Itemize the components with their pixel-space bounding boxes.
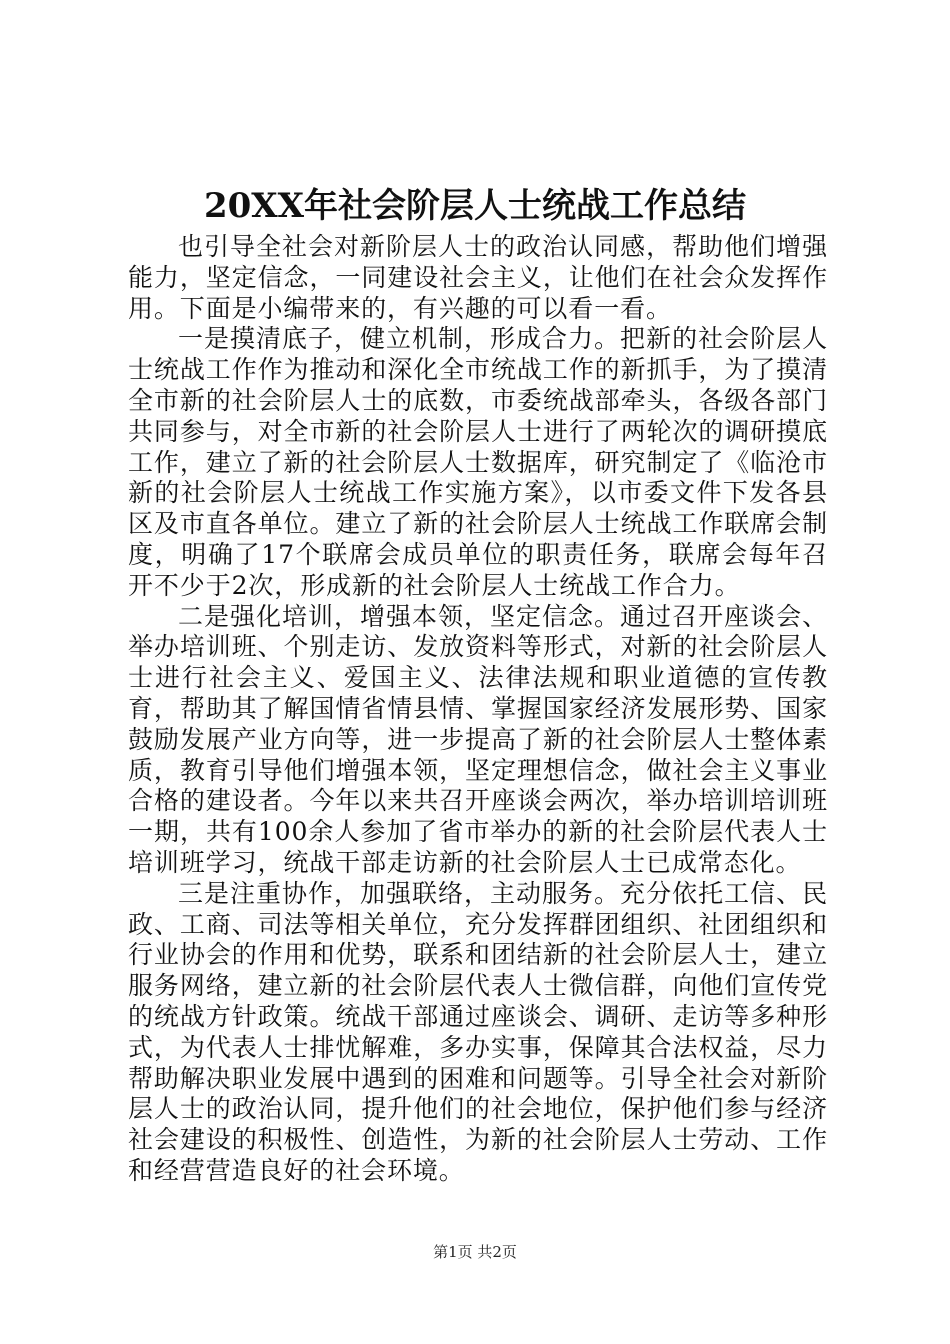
paragraph-intro: 也引导全社会对新阶层人士的政治认同感，帮助他们增强能力，坚定信念，一同建设社会主义，让他们在社会众发挥作用。下面是小编带来的，有兴趣的可以看一看。 (128, 232, 828, 323)
paragraph-two: 二是强化培训，增强本领，坚定信念。通过召开座谈会、举办培训班、个别走访、发放资料等形式，对新的社会阶层人士进行社会主义、爱国主义、法律法规和职业道德的宣传教育，帮助其了解国情省情县情、掌握国家经济发展形势、国家鼓励发展产业方向等，进一步提高了新的社会阶层人士整体素质，教育引导他们增强本领，坚定理想信念，做社会主义事业合格的建设者。今年以来共召开座谈会两次，举办培训培训班一期，共有100余人参加了省市举办的新的社会阶层代表人士培训班学习，统战干部走访新的社会阶层人士已成常态化。 (128, 601, 828, 877)
document-body (128, 232, 828, 1187)
page-number: 第1页 共2页 (433, 1243, 517, 1261)
document-title: 20XX年社会阶层人士统战工作总结 (203, 186, 747, 226)
paragraph-one: 一是摸清底子，健立机制，形成合力。把新的社会阶层人士统战工作作为推动和深化全市统战工作的新抓手，为了摸清全市新的社会阶层人士的底数，市委统战部牵头，各级各部门共同参与，对全市新的社会阶层人士进行了两轮次的调研摸底工作，建立了新的社会阶层人士数据库，研究制定了《临沧市新的社会阶层人士统战工作实施方案》，以市委文件下发各县区及市直各单位。建立了新的社会阶层人士统战工作联席会制度，明确了17个联席会成员单位的职责任务，联席会每年召开不少于2次，形成新的社会阶层人士统战工作合力。 (128, 324, 828, 600)
paragraph-three: 三是注重协作，加强联络，主动服务。充分依托工信、民政、工商、司法等相关单位，充分发挥群团组织、社团组织和行业协会的作用和优势，联系和团结新的社会阶层人士，建立服务网络，建立新的社会阶层代表人士微信群，向他们宣传党的统战方针政策。统战干部通过座谈会、调研、走访等多种形式，为代表人士排忧解难，多办实事，保障其合法权益，尽力帮助解决职业发展中遇到的困难和问题等。引导全社会对新阶层人士的政治认同，提升他们的社会地位，保护他们参与经济社会建设的积极性、创造性，为新的社会阶层人士劳动、工作和经营营造良好的社会环境。 (128, 878, 828, 1185)
